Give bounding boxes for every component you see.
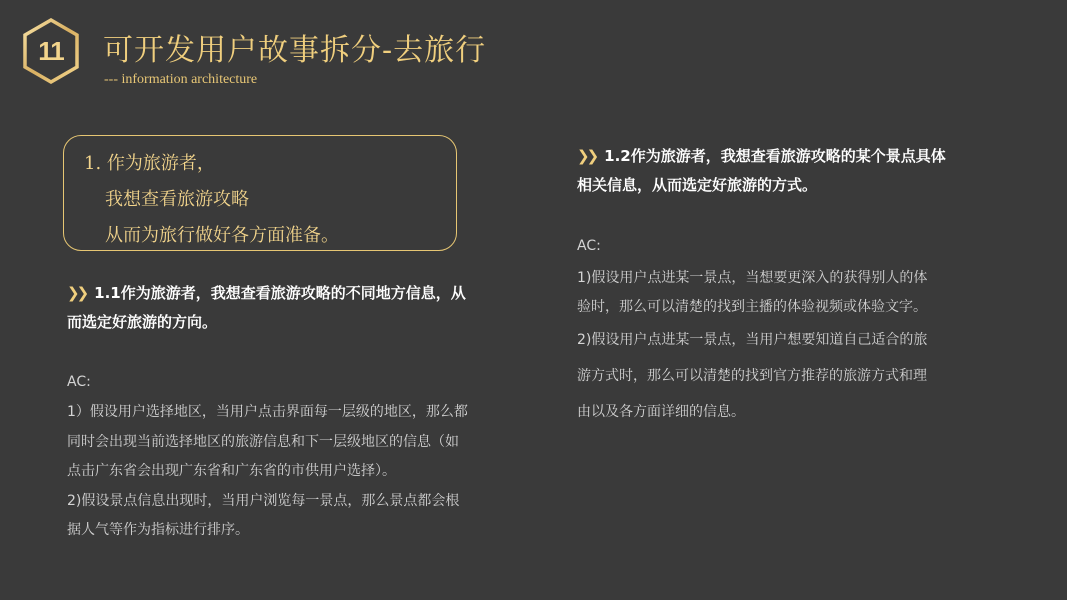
ac-line: 2)假设景点信息出现时，当用户浏览每一景点，那么景点都会根 (67, 492, 460, 509)
ac-line: 由以及各方面详细的信息。 (577, 404, 745, 420)
page-subtitle: --- information architecture (104, 72, 258, 87)
page-title: 可开发用户故事拆分-去旅行 (103, 33, 487, 68)
right-heading-line: 相关信息，从而选定好旅游的方式。 (577, 176, 818, 194)
left-heading-line (67, 279, 527, 308)
ac-line: 点击广东省会出现广东省和广东省的市供用户选择）。 (67, 463, 396, 479)
story-line: 我想查看旅游攻略 (105, 189, 249, 210)
ac-line: 游方式时，那么可以清楚的找到官方推荐的旅游方式和理 (577, 368, 927, 384)
ac-line: 据人气等作为指标进行排序。 (67, 522, 249, 538)
story-line: 从而为旅行做好各方面准备。 (105, 225, 339, 246)
ac-line: 同时会出现当前选择地区的旅游信息和下一层级地区的信息（如 (67, 433, 459, 450)
section-number-badge (22, 18, 80, 84)
user-story-box (63, 135, 457, 251)
ac-line: 1）假设用户选择地区，当用户点击界面每一层级的地区，那么都 (67, 404, 468, 420)
left-story-heading (67, 279, 527, 337)
left-acceptance-criteria (67, 374, 537, 546)
right-acceptance-criteria (577, 228, 1007, 430)
ac-line: 验时，那么可以清楚的找到主播的体验视频或体验文字。 (577, 299, 927, 315)
ac-line: 2)假设用户点进某一景点，当用户想要知道自己适合的旅 (577, 332, 928, 348)
ac-label: AC: (577, 238, 601, 254)
right-heading-line (577, 142, 1007, 171)
chevron-right-icon: ❯❯ (67, 284, 87, 302)
badge-number: 11 (38, 35, 64, 66)
ac-label: AC: (67, 374, 91, 390)
left-heading-line: 而选定好旅游的方向。 (67, 313, 218, 331)
story-line: 1. 作为旅游者， (84, 153, 215, 174)
chevron-right-icon: ❯❯ (577, 147, 597, 165)
left-heading-text: 1.1作为旅游者，我想查看旅游攻略的不同地方信息，从 (94, 284, 466, 302)
right-story-heading (577, 142, 1007, 200)
ac-line: 1)假设用户点进某一景点，当想要更深入的获得别人的体 (577, 270, 928, 286)
right-heading-text: 1.2作为旅游者，我想查看旅游攻略的某个景点具体 (604, 147, 946, 165)
